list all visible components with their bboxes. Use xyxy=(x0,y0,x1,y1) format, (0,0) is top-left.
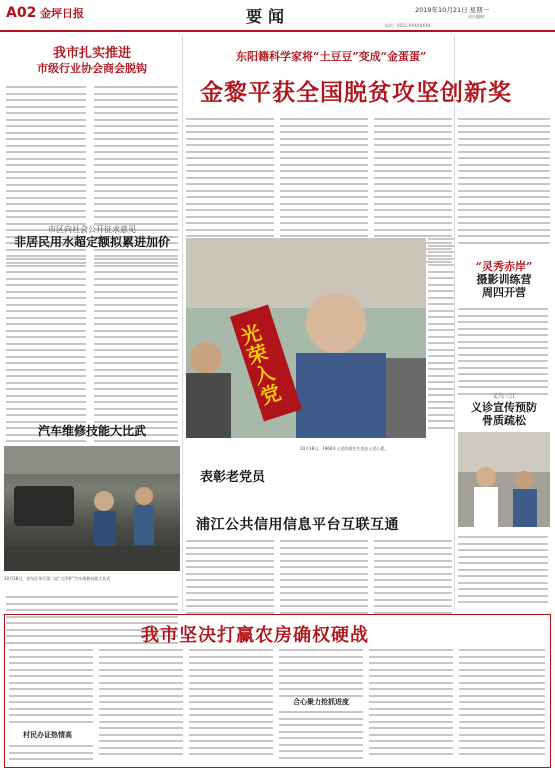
headline-line: 我市扎实推进 xyxy=(52,46,131,61)
issue-date: 2019年10月21日 星期一 xyxy=(415,6,490,14)
lead-photo xyxy=(186,238,426,438)
body-text xyxy=(99,649,183,760)
body-text xyxy=(369,649,453,760)
headline: 表彰老党员 xyxy=(200,470,266,485)
bottom-story xyxy=(4,614,551,768)
headline-line: 义诊宣传预防 xyxy=(471,401,537,414)
right-column xyxy=(458,260,550,620)
left-column xyxy=(4,36,180,646)
body-text xyxy=(428,238,454,433)
headline: 非居民用水超定额拟累进加价 xyxy=(13,235,170,249)
body-text xyxy=(189,649,273,760)
editor-label: 责任编辑： xyxy=(468,14,488,19)
headline: 浦江公共信用信息平台互联互通 xyxy=(196,517,399,533)
headline: 汽车维修技能大比武 xyxy=(37,424,146,438)
body-text xyxy=(280,540,368,618)
body-text xyxy=(458,536,548,608)
news-photo xyxy=(458,432,550,527)
lead-headline: 金黎平获全国脱贫攻坚创新奖 xyxy=(200,79,512,106)
story-headline xyxy=(4,46,180,76)
photo-illustration xyxy=(4,446,180,571)
story-headline xyxy=(458,260,550,299)
subhead: 合心聚力抢抓进度 xyxy=(293,697,349,706)
subhead: 村民办证热情高 xyxy=(23,730,72,739)
masthead xyxy=(0,0,555,32)
body-text xyxy=(186,540,274,618)
body-text xyxy=(459,649,545,760)
headline-line: 摄影训练营 xyxy=(476,273,532,286)
body-text xyxy=(9,745,93,765)
photo-illustration xyxy=(186,238,426,438)
body-text xyxy=(279,649,363,701)
body-text xyxy=(9,649,93,727)
photo-caption: 10月18日，1966年入党的胡先生表达入党心愿。 xyxy=(300,446,389,451)
body-text xyxy=(458,118,550,248)
headline-line: 周四开营 xyxy=(482,286,526,299)
headline-line: 骨质疏松 xyxy=(482,414,526,427)
kicker: 义乌三江 xyxy=(491,393,516,400)
body-text xyxy=(279,711,363,763)
lead-story xyxy=(186,36,551,131)
photo-caption: 10月18日，金东区举行第二届“大洋杯”汽车维修技能大比武 xyxy=(4,576,111,581)
body-text xyxy=(374,540,452,618)
section-title: 要闻 xyxy=(246,7,291,26)
photo-sash-text: 光荣入党 xyxy=(237,320,284,409)
news-photo xyxy=(4,446,180,571)
kicker: 市区向社会公开征求意见 xyxy=(48,225,136,234)
body-text xyxy=(458,308,548,399)
story-headline xyxy=(458,392,550,427)
headline-line: 市级行业协会商会脱钩 xyxy=(37,62,147,75)
bottom-headline: 我市坚决打赢农房确权硬战 xyxy=(141,625,369,646)
headline-line: “灵秀赤岸” xyxy=(475,260,533,273)
newspaper-name: 金坪日报 xyxy=(40,7,84,20)
lead-kicker: 东阳籍科学家将“土豆豆”变成“金蛋蛋” xyxy=(236,50,427,63)
photo-illustration xyxy=(458,432,550,527)
story-headline xyxy=(4,424,180,439)
story-headline xyxy=(4,224,180,250)
page-number: A02 xyxy=(6,5,37,21)
contact-info: 电话：0551-XXXXXXXX xyxy=(385,23,431,28)
